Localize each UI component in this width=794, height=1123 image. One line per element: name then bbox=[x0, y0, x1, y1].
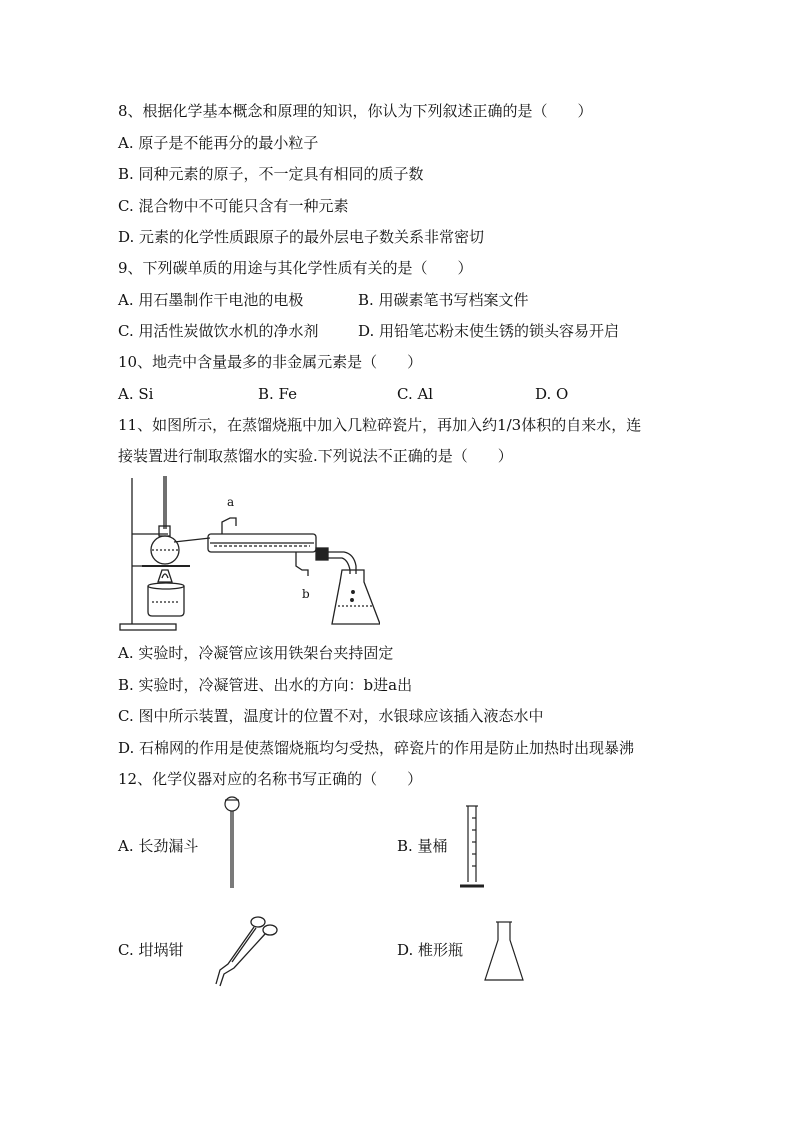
long-neck-funnel-figure bbox=[220, 794, 244, 890]
q9-option-a: A. 用石墨制作干电池的电极 bbox=[118, 291, 304, 309]
q8-option-c: C. 混合物中不可能只含有一种元素 bbox=[118, 197, 349, 215]
distillation-apparatus-figure bbox=[118, 474, 380, 634]
q11-stem-line2: 接装置进行制取蒸馏水的实验.下列说法不正确的是（ ） bbox=[118, 447, 513, 465]
q12-option-a: A. 长劲漏斗 bbox=[118, 837, 199, 855]
q12-option-d: D. 椎形瓶 bbox=[397, 941, 464, 959]
q11-option-c: C. 图中所示装置，温度计的位置不对，水银球应该插入液态水中 bbox=[118, 707, 544, 725]
q11-option-a: A. 实验时，冷凝管应该用铁架台夹持固定 bbox=[118, 644, 394, 662]
stand-base bbox=[120, 624, 176, 630]
q10-option-b: B. Fe bbox=[258, 385, 298, 403]
label-b: b bbox=[302, 587, 310, 601]
conical-flask-figure bbox=[482, 918, 526, 984]
q8-option-b: B. 同种元素的原子，不一定具有相同的质子数 bbox=[118, 165, 424, 183]
receiving-flask bbox=[332, 570, 380, 624]
graduated-cylinder-figure bbox=[458, 802, 488, 890]
q9-stem: 9、下列碳单质的用途与其化学性质有关的是（ ） bbox=[118, 259, 473, 277]
q12-option-b: B. 量桶 bbox=[397, 837, 448, 855]
q10-option-a: A. Si bbox=[118, 385, 154, 403]
q10-option-d: D. O bbox=[535, 385, 569, 403]
water-port-b bbox=[296, 552, 308, 576]
q8-option-d: D. 元素的化学性质跟原子的最外层电子数关系非常密切 bbox=[118, 228, 485, 246]
q9-option-d: D. 用铅笔芯粉末使生锈的锁头容易开启 bbox=[358, 322, 620, 340]
q9-option-c: C. 用活性炭做饮水机的净水剂 bbox=[118, 322, 319, 340]
q10-stem: 10、地壳中含量最多的非金属元素是（ ） bbox=[118, 353, 423, 371]
q8-stem: 8、根据化学基本概念和原理的知识，你认为下列叙述正确的是（ ） bbox=[118, 102, 593, 120]
q11-option-b: B. 实验时，冷凝管进、出水的方向：b进a出 bbox=[118, 676, 413, 694]
q10-option-c: C. Al bbox=[397, 385, 434, 403]
water-port-a bbox=[222, 518, 236, 534]
q12-option-c: C. 坩埚钳 bbox=[118, 941, 184, 959]
q9-option-b: B. 用碳素笔书写档案文件 bbox=[358, 291, 529, 309]
q11-stem-line1: 11、如图所示，在蒸馏烧瓶中加入几粒碎瓷片，再加入约1/3体积的自来水，连 bbox=[118, 416, 642, 434]
q11-option-d: D. 石棉网的作用是使蒸馏烧瓶均匀受热，碎瓷片的作用是防止加热时出现暴沸 bbox=[118, 739, 635, 757]
crucible-tongs-figure bbox=[210, 910, 282, 990]
label-a: a bbox=[227, 495, 235, 509]
q8-option-a: A. 原子是不能再分的最小粒子 bbox=[118, 134, 319, 152]
q12-stem: 12、化学仪器对应的名称书写正确的（ ） bbox=[118, 770, 423, 788]
